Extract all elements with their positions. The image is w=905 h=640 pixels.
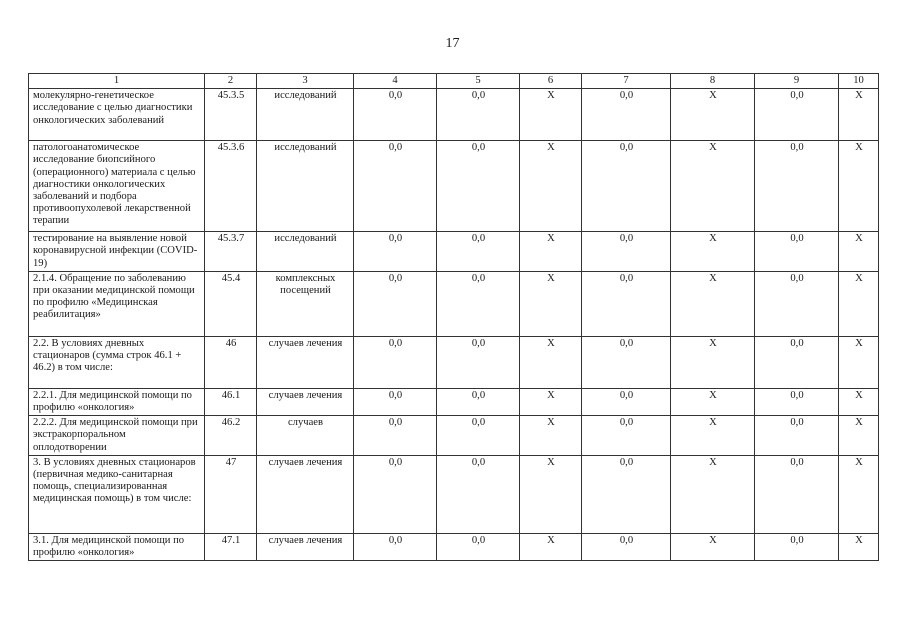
row-unit-cell: случаев [257, 416, 354, 456]
value-cell: Х [520, 271, 582, 336]
page-number: 17 [445, 36, 460, 51]
value-cell: Х [520, 141, 582, 232]
value-cell: 0,0 [354, 141, 437, 232]
value-cell: Х [520, 455, 582, 533]
value-cell: 0,0 [437, 455, 520, 533]
value-cell: 0,0 [437, 533, 520, 560]
value-cell: Х [671, 271, 755, 336]
row-unit-cell: исследований [257, 89, 354, 141]
table-row [29, 455, 879, 533]
value-cell: Х [671, 141, 755, 232]
value-cell: Х [671, 455, 755, 533]
column-header: 7 [582, 74, 671, 89]
value-cell: 0,0 [354, 533, 437, 560]
row-code-cell: 46.1 [205, 388, 257, 415]
row-code-cell: 47 [205, 455, 257, 533]
value-cell: 0,0 [582, 388, 671, 415]
value-cell: 0,0 [755, 336, 839, 388]
row-name-cell: 3. В условиях дневных стационаров (первичная медико-санитарная помощь, специализированная медицинская помощь) в том числе: [29, 455, 205, 533]
row-unit-cell: случаев лечения [257, 336, 354, 388]
value-cell: Х [839, 416, 879, 456]
row-unit-cell: случаев лечения [257, 388, 354, 415]
value-cell: Х [839, 232, 879, 272]
value-cell: Х [671, 388, 755, 415]
value-cell: Х [520, 388, 582, 415]
table-row [29, 232, 879, 272]
table-body [29, 89, 879, 561]
row-code-cell: 45.4 [205, 271, 257, 336]
value-cell: 0,0 [755, 89, 839, 141]
table-row [29, 416, 879, 456]
value-cell: 0,0 [437, 388, 520, 415]
row-name-cell: 2.2.2. Для медицинской помощи при экстракорпоральном оплодотворении [29, 416, 205, 456]
column-header: 2 [205, 74, 257, 89]
row-code-cell: 47.1 [205, 533, 257, 560]
row-name-cell: 2.2.1. Для медицинской помощи по профилю «онкология» [29, 388, 205, 415]
value-cell: 0,0 [582, 89, 671, 141]
value-cell: Х [671, 416, 755, 456]
value-cell: 0,0 [354, 416, 437, 456]
value-cell: 0,0 [582, 533, 671, 560]
value-cell: 0,0 [354, 232, 437, 272]
value-cell: Х [839, 336, 879, 388]
row-name-cell: 3.1. Для медицинской помощи по профилю «онкология» [29, 533, 205, 560]
row-name-cell: молекулярно-генетическое исследование с целью диагностики онкологических заболеваний [29, 89, 205, 141]
row-code-cell: 46 [205, 336, 257, 388]
column-header: 5 [437, 74, 520, 89]
value-cell: Х [671, 89, 755, 141]
row-unit-cell: случаев лечения [257, 455, 354, 533]
row-code-cell: 46.2 [205, 416, 257, 456]
value-cell: 0,0 [755, 455, 839, 533]
value-cell: 0,0 [582, 455, 671, 533]
value-cell: Х [520, 533, 582, 560]
value-cell: 0,0 [354, 89, 437, 141]
table-row [29, 533, 879, 560]
table-row [29, 271, 879, 336]
row-name-cell: патологоанатомическое исследование биопсийного (операционного) материала с целью диагностики онкологических заболеваний и подбора противоопухолевой лекарственной терапии [29, 141, 205, 232]
row-code-cell: 45.3.7 [205, 232, 257, 272]
table-row [29, 89, 879, 141]
table-row [29, 141, 879, 232]
value-cell: 0,0 [437, 336, 520, 388]
value-cell: Х [671, 232, 755, 272]
value-cell: 0,0 [755, 416, 839, 456]
value-cell: Х [839, 271, 879, 336]
value-cell: 0,0 [354, 455, 437, 533]
value-cell: Х [520, 89, 582, 141]
value-cell: 0,0 [437, 416, 520, 456]
table-row [29, 388, 879, 415]
column-header: 6 [520, 74, 582, 89]
column-header: 9 [755, 74, 839, 89]
value-cell: Х [520, 232, 582, 272]
value-cell: Х [839, 89, 879, 141]
column-header: 10 [839, 74, 879, 89]
value-cell: 0,0 [582, 416, 671, 456]
value-cell: 0,0 [437, 141, 520, 232]
column-header: 1 [29, 74, 205, 89]
value-cell: 0,0 [755, 533, 839, 560]
value-cell: 0,0 [582, 336, 671, 388]
value-cell: Х [839, 141, 879, 232]
value-cell: Х [839, 533, 879, 560]
value-cell: Х [520, 336, 582, 388]
row-name-cell: 2.2. В условиях дневных стационаров (сумма строк 46.1 + 46.2) в том числе: [29, 336, 205, 388]
row-code-cell: 45.3.6 [205, 141, 257, 232]
value-cell: 0,0 [755, 388, 839, 415]
row-name-cell: тестирование на выявление новой коронавирусной инфекции (COVID-19) [29, 232, 205, 272]
value-cell: Х [839, 388, 879, 415]
column-number-row [29, 74, 879, 89]
row-unit-cell: случаев лечения [257, 533, 354, 560]
value-cell: 0,0 [354, 388, 437, 415]
value-cell: Х [839, 455, 879, 533]
value-cell: 0,0 [755, 271, 839, 336]
table-row [29, 336, 879, 388]
value-cell: 0,0 [354, 271, 437, 336]
value-cell: 0,0 [437, 89, 520, 141]
value-cell: 0,0 [755, 141, 839, 232]
value-cell: Х [671, 336, 755, 388]
value-cell: 0,0 [437, 232, 520, 272]
value-cell: 0,0 [354, 336, 437, 388]
value-cell: 0,0 [437, 271, 520, 336]
data-table [28, 73, 879, 561]
row-unit-cell: комплексных посещений [257, 271, 354, 336]
value-cell: Х [671, 533, 755, 560]
row-code-cell: 45.3.5 [205, 89, 257, 141]
row-unit-cell: исследований [257, 141, 354, 232]
column-header: 8 [671, 74, 755, 89]
column-header: 4 [354, 74, 437, 89]
column-header: 3 [257, 74, 354, 89]
row-unit-cell: исследований [257, 232, 354, 272]
row-name-cell: 2.1.4. Обращение по заболеванию при оказании медицинской помощи по профилю «Медицинская реабилитация» [29, 271, 205, 336]
value-cell: 0,0 [755, 232, 839, 272]
value-cell: 0,0 [582, 232, 671, 272]
value-cell: 0,0 [582, 141, 671, 232]
value-cell: 0,0 [582, 271, 671, 336]
value-cell: Х [520, 416, 582, 456]
